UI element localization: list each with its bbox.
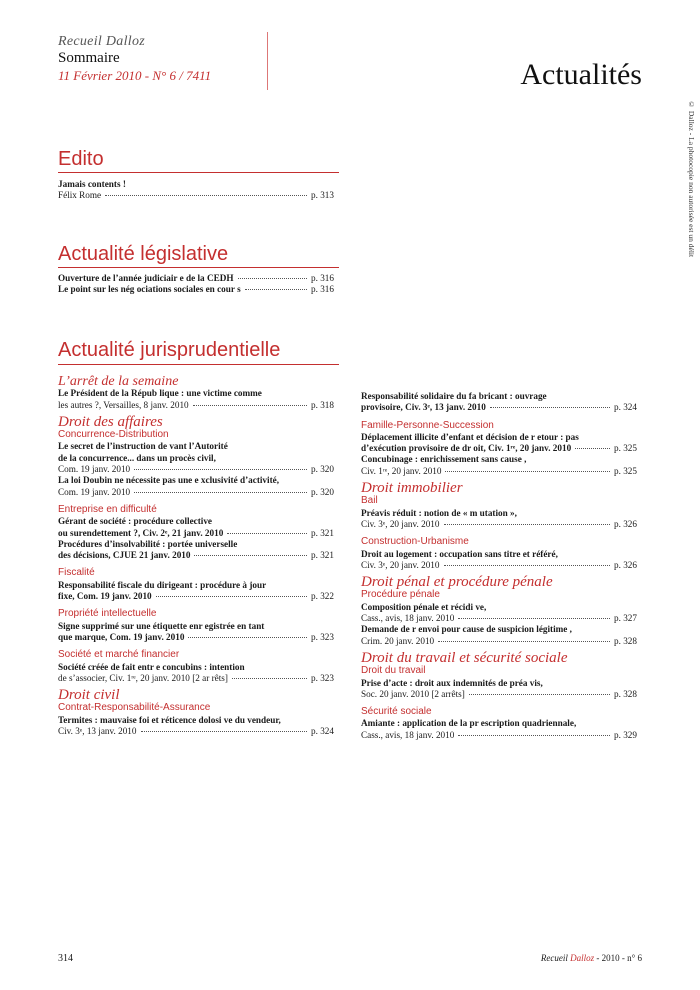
toc-entry-title: Gérant de société : procédure collective — [58, 516, 213, 527]
toc-entry-text: que marque, Com. 19 janv. 2010 — [58, 631, 185, 642]
dot-leader — [458, 735, 610, 736]
edito-list — [58, 179, 339, 202]
legislative-list — [58, 273, 339, 296]
category-immobilier: Droit immobilier — [361, 480, 463, 497]
page-ref: p. 325 — [614, 443, 637, 454]
subcategory-entreprise: Entreprise en difficulté — [58, 503, 157, 515]
subcategory-societe: Société et marché financier — [58, 649, 180, 661]
subcategory-famille: Famille-Personne-Succession — [361, 419, 494, 431]
footer-journal — [541, 953, 642, 963]
page-ref: p. 325 — [614, 465, 637, 476]
toc-entry-title: Procédures d’insolvabilité : portée universelle — [58, 538, 238, 549]
category-civil: Droit civil — [58, 687, 120, 704]
dot-leader — [575, 448, 610, 449]
toc-entry-text: Com. 19 janv. 2010 — [58, 486, 131, 497]
toc-entry-line[interactable] — [361, 560, 642, 571]
toc-entry-title: Préavis réduit : notion de « m utation », — [361, 507, 517, 518]
toc-entry-title: La loi Doubin ne nécessite pas une e xclusivité d’activité, — [58, 475, 280, 486]
page-ref: p. 323 — [311, 631, 334, 642]
subcategory-concurrence: Concurrence-Distribution — [58, 429, 169, 441]
page-ref: p. 321 — [311, 527, 334, 538]
subcategory-droit-du-travail: Droit du travail — [361, 665, 426, 677]
dot-leader — [134, 492, 307, 493]
page-ref: p. 328 — [614, 635, 637, 646]
toc-entry-line[interactable] — [361, 466, 642, 477]
toc-entry-line[interactable] — [58, 464, 339, 475]
section-rule — [58, 364, 339, 365]
dot-leader — [141, 731, 308, 732]
footer-journal-accent: Dalloz — [570, 953, 595, 963]
footer-issue: - 2010 - n° 6 — [594, 953, 642, 963]
page-ref: p. 324 — [311, 726, 334, 737]
toc-entry-text: Soc. 20 janv. 2010 [2 arrêts] — [361, 688, 465, 699]
page-ref: p. 323 — [311, 672, 334, 683]
page-ref: p. 324 — [614, 402, 637, 413]
toc-entry-text: fixe, Com. 19 janv. 2010 — [58, 591, 152, 602]
section-title-legislative: Actualité législative — [58, 243, 229, 265]
toc-entry-text: Civ. 3ᵉ, 13 janv. 2010 — [58, 726, 137, 737]
toc-entry-line[interactable] — [58, 726, 339, 737]
page-ref: p. 329 — [614, 729, 637, 740]
page-ref: p. 318 — [311, 399, 334, 410]
toc-entry-line[interactable] — [361, 402, 642, 413]
page-number: 314 — [58, 953, 73, 964]
toc-entry-text: Civ. 3ᵉ, 20 janv. 2010 — [361, 518, 440, 529]
toc-entry-title: Responsabilité solidaire du fa bricant : ouvrage — [361, 391, 547, 401]
subcategory-contrat: Contrat-Responsabilité-Assurance — [58, 702, 211, 714]
section-title-jurisprudence: Actualité jurisprudentielle — [58, 339, 281, 361]
subcategory-securite-sociale: Sécurité sociale — [361, 706, 432, 718]
toc-entry-text: de s’associer, Civ. 1ʳᵉ, 20 janv. 2010 [2 ar rêts] — [58, 672, 228, 683]
toc-entry-title: de la concurrence... dans un procès civil, — [58, 452, 216, 463]
toc-entry-line[interactable] — [58, 550, 339, 561]
toc-entry-line[interactable] — [361, 636, 642, 647]
page-ref: p. 321 — [311, 550, 334, 561]
dot-leader — [458, 618, 610, 619]
category-penal: Droit pénal et procédure pénale — [361, 574, 553, 591]
juris-left-column — [58, 374, 339, 737]
toc-entry-line[interactable] — [58, 591, 339, 602]
category-travail: Droit du travail et sécurité sociale — [361, 649, 568, 666]
toc-entry-title: Déplacement illicite d’enfant et décision de r etour : pas — [361, 431, 579, 442]
page-ref: p. 328 — [614, 688, 637, 699]
toc-entry-title: Demande de r envoi pour cause de suspicion légitime , — [361, 624, 572, 635]
toc-entry-line[interactable] — [361, 519, 642, 530]
toc-entry-text: Cass., avis, 18 janv. 2010 — [361, 729, 455, 740]
toc-entry-text: Ouverture de l’année judiciair e de la CEDH — [58, 273, 234, 283]
toc-entry-title: Prise d’acte : droit aux indemnités de préa vis, — [361, 677, 543, 688]
page-ref: p. 322 — [311, 591, 334, 602]
dot-leader — [444, 524, 611, 525]
section-rule — [58, 267, 339, 268]
page-ref: p. 316 — [311, 284, 334, 295]
toc-entry-title: Termites : mauvaise foi et réticence dolosi ve du vendeur, — [58, 714, 281, 725]
toc-entry-line[interactable] — [58, 632, 339, 643]
toc-entry-text: Cass., avis, 18 janv. 2010 — [361, 613, 455, 624]
copyright-note: © Dalloz - La photocopie non autorisée est un délit — [687, 100, 696, 258]
toc-entry-text: Civ. 3ᵉ, 20 janv. 2010 — [361, 559, 440, 570]
toc-entry-title: Le Président de la Répub lique : une victime comme — [58, 388, 262, 399]
dot-leader — [469, 694, 610, 695]
toc-entry-line[interactable] — [58, 400, 339, 411]
toc-entry-line[interactable] — [361, 730, 642, 741]
dot-leader — [444, 565, 611, 566]
section-rule — [58, 172, 339, 173]
category-arret: L’arrêt de la semaine — [58, 374, 179, 389]
toc-entry-title: Droit au logement : occupation sans titre et référé, — [361, 548, 558, 559]
journal-brand: Recueil Dalloz — [58, 34, 146, 49]
subcategory-procedure-penale: Procédure pénale — [361, 589, 440, 601]
page-ref: p. 326 — [614, 518, 637, 529]
toc-entry-text: ou surendettement ?, Civ. 2ᵉ, 21 janv. 2010 — [58, 527, 224, 538]
dot-leader — [188, 637, 307, 638]
dot-leader — [156, 596, 307, 597]
toc-entry-line[interactable] — [361, 443, 642, 454]
dot-leader — [105, 195, 307, 196]
page-ref: p. 320 — [311, 464, 334, 475]
section-label: Sommaire — [58, 50, 120, 66]
toc-entry-line[interactable] — [361, 689, 642, 700]
page-ref: p. 320 — [311, 486, 334, 497]
toc-entry-text: provisoire, Civ. 3ᵉ, 13 janv. 2010 — [361, 402, 486, 413]
toc-entry-title: Responsabilité fiscale du dirigeant : procédure à jour — [58, 579, 267, 590]
page-ref: p. 316 — [311, 273, 334, 283]
toc-entry-title: Signe supprimé sur une étiquette enr egistrée en tant — [58, 620, 265, 631]
toc-entry-text: Félix Rome — [58, 190, 102, 201]
toc-entry-text: les autres ?, Versailles, 8 janv. 2010 — [58, 399, 189, 410]
toc-entry-title: Concubinage : enrichissement sans cause , — [361, 454, 527, 465]
toc-entry-line[interactable] — [58, 673, 339, 684]
toc-entry-text: d’exécution provisoire de dr oit, Civ. 1ʳᵉ, 20 janv. 2010 — [361, 443, 572, 454]
footer-journal-name: Recueil — [540, 953, 571, 963]
dot-leader — [134, 469, 307, 470]
dot-leader — [227, 533, 307, 534]
toc-entry-line[interactable] — [58, 273, 339, 284]
subcategory-fiscalite: Fiscalité — [58, 567, 95, 579]
dot-leader — [490, 407, 610, 408]
subcategory-construction: Construction-Urbanisme — [361, 536, 469, 548]
dot-leader — [445, 471, 610, 472]
toc-entry-line[interactable] — [58, 487, 339, 498]
page-ref: p. 326 — [614, 559, 637, 570]
juris-right-column — [361, 391, 642, 741]
section-title-edito: Edito — [58, 148, 104, 170]
toc-entry-text: des décisions, CJUE 21 janv. 2010 — [58, 550, 191, 561]
toc-entry-title: Société créée de fait entr e concubins : intention — [58, 661, 245, 672]
page-ref: p. 327 — [614, 613, 637, 624]
subcategory-bail: Bail — [361, 495, 378, 507]
toc-entry-title: Composition pénale et récidi ve, — [361, 601, 487, 612]
issue-date: 11 Février 2010 - N° 6 / 7411 — [58, 68, 212, 83]
dot-leader — [193, 405, 307, 406]
toc-entry-text: Com. 19 janv. 2010 — [58, 464, 131, 475]
dot-leader — [232, 678, 307, 679]
dot-leader — [438, 641, 610, 642]
dot-leader — [245, 289, 307, 290]
subcategory-propriete-intellectuelle: Propriété intellectuelle — [58, 608, 157, 620]
toc-entry-title: Le secret de l’instruction de vant l’Autorité — [58, 441, 228, 452]
toc-entry-text: Le point sur les nég ociations sociales en cour s — [58, 284, 241, 295]
toc-entry-line[interactable] — [58, 528, 339, 539]
toc-entry-line[interactable] — [58, 284, 339, 295]
toc-entry-text: Civ. 1ʳᵉ, 20 janv. 2010 — [361, 465, 442, 476]
toc-entry-title: Jamais contents ! — [58, 179, 126, 189]
toc-entry-title: Amiante : application de la pr escription quadriennale, — [361, 718, 577, 729]
category-affaires: Droit des affaires — [58, 413, 163, 430]
dot-leader — [194, 555, 307, 556]
page-title: Actualités — [520, 58, 642, 91]
toc-entry-line[interactable] — [361, 613, 642, 624]
page-ref: p. 313 — [311, 190, 334, 201]
header-divider — [267, 32, 268, 90]
toc-entry-line[interactable] — [58, 190, 339, 201]
dot-leader — [238, 278, 308, 279]
toc-entry-text: Crim. 20 janv. 2010 — [361, 635, 435, 646]
